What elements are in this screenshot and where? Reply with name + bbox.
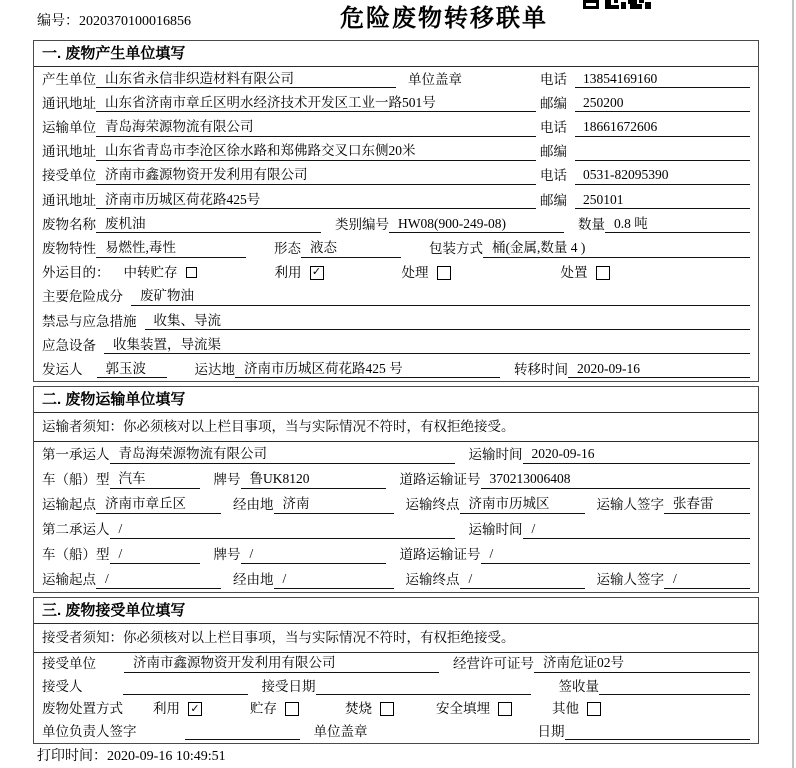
serial-value: 2020370100016856 xyxy=(79,14,191,29)
section1-header: 一. 废物产生单位填写 xyxy=(34,41,758,67)
transporter-notice: 运输者须知：你必须核对以上栏目事项，当与实际情况不符时，有权拒绝接受。 xyxy=(34,413,758,442)
via-label: 经由地 xyxy=(233,497,274,513)
vehicle1-row xyxy=(34,467,758,492)
disposal-other-label: 其他 xyxy=(552,701,579,717)
purpose-row xyxy=(34,261,758,285)
disposal-other-checkbox xyxy=(587,702,601,716)
category-label: 类别编号 xyxy=(335,216,389,232)
section-producer xyxy=(33,40,759,382)
unit-seal-label: 单位盖章 xyxy=(313,723,368,739)
vehicle-type-label: 车（船）型 xyxy=(42,472,110,488)
taboo-measures-field: 收集、导流 xyxy=(145,312,751,331)
receiver-row xyxy=(34,164,758,188)
transporter-value-field: 青岛海荣源物流有限公司 xyxy=(96,118,536,137)
shipper-label: 发运人 xyxy=(42,361,83,377)
terminus2-field: / xyxy=(460,570,585,589)
qr-code-fragment-icon xyxy=(583,0,651,9)
receiving-unit-field: 济南市鑫源物资开发利用有限公司 xyxy=(124,654,439,673)
disposal-option-incinerate xyxy=(345,700,394,718)
terminus-label: 运输终点 xyxy=(405,572,460,588)
purpose-option-transfer-storage xyxy=(124,264,197,282)
carrier2-row xyxy=(34,517,758,542)
carrier2-time-field: / xyxy=(523,520,751,539)
signed-qty-label: 签收量 xyxy=(558,678,599,694)
producer-zip-field: 250200 xyxy=(575,94,750,113)
signed-qty-field xyxy=(599,680,750,695)
waste-character-label: 废物特性 xyxy=(42,240,96,256)
purpose-treat-checkbox xyxy=(437,266,451,280)
transporter-phone-field: 18661672606 xyxy=(575,118,750,137)
via2-field: / xyxy=(274,570,394,589)
purpose-transfer-storage-label: 中转贮存 xyxy=(123,265,178,281)
receiver-zip-field: 250101 xyxy=(575,191,750,210)
transporter-address-row xyxy=(34,140,758,164)
receiver-address-row xyxy=(34,188,758,212)
phone-label: 电话 xyxy=(540,120,567,136)
carrier2-label: 第二承运人 xyxy=(42,522,110,538)
terminus1-field: 济南市历城区 xyxy=(460,495,585,514)
license-field: 济南危证02号 xyxy=(534,654,750,673)
zip-label: 邮编 xyxy=(540,192,567,208)
hazard-components-label: 主要危险成分 xyxy=(42,289,123,305)
receiving-unit-row xyxy=(34,653,758,676)
address-label: 通讯地址 xyxy=(42,192,96,208)
date-label: 日期 xyxy=(537,723,565,739)
purpose-dispose-checkbox xyxy=(596,266,610,280)
producer-phone-field: 13854169160 xyxy=(575,70,750,89)
purpose-label: 外运目的： xyxy=(42,265,110,281)
producer-row xyxy=(34,67,758,91)
disposal-utilize-checkbox: ✓ xyxy=(188,702,202,716)
address-label: 通讯地址 xyxy=(42,95,96,111)
vehicle1-field: 汽车 xyxy=(110,470,200,489)
transfer-time-label: 转移时间 xyxy=(514,361,568,377)
road-cert1-field: 370213006408 xyxy=(481,470,751,489)
receiving-unit-label: 接受单位 xyxy=(42,656,96,672)
section-transporter xyxy=(33,386,759,593)
section3-header: 三. 废物接受单位填写 xyxy=(34,598,758,624)
phone-label: 电话 xyxy=(540,71,567,87)
section2-header: 二. 废物运输单位填写 xyxy=(34,387,758,413)
disposal-incinerate-checkbox xyxy=(380,702,394,716)
category-field: HW08(900-249-08) xyxy=(389,215,564,234)
origin2-field: / xyxy=(96,570,221,589)
zip-label: 邮编 xyxy=(540,95,567,111)
receipt-date-field xyxy=(316,680,531,695)
zip-label: 邮编 xyxy=(540,144,567,160)
purpose-option-utilize xyxy=(275,264,324,282)
receiver-phone-field: 0531-82095390 xyxy=(575,166,750,185)
shipper-field: 郭玉波 xyxy=(97,360,167,379)
carrier-sign2-field: / xyxy=(664,570,750,589)
packing-field: 桶(金属,数量 4 ) xyxy=(483,239,750,258)
transporter-label: 运输单位 xyxy=(42,120,96,136)
hazard-components-row xyxy=(34,285,758,309)
carrier-sign-label: 运输人签字 xyxy=(596,572,664,588)
carrier1-field: 青岛海荣源物流有限公司 xyxy=(110,445,455,464)
waste-name-field: 废机油 xyxy=(96,215,321,234)
plate-label: 牌号 xyxy=(213,547,241,563)
responsible-sign-row xyxy=(34,721,758,744)
purpose-option-dispose xyxy=(561,264,610,282)
receiver-notice: 接受者须知：你必须核对以上栏目事项，当与实际情况不符时，有权拒绝接受。 xyxy=(34,624,758,653)
receiver-person-row xyxy=(34,676,758,699)
page-title: 危险废物转移联单 xyxy=(340,5,548,32)
carrier1-time-field: 2020-09-16 xyxy=(523,445,751,464)
purpose-treat-label: 处理 xyxy=(401,265,429,281)
carrier-sign1-field: 张春雷 xyxy=(664,495,750,514)
via-label: 经由地 xyxy=(233,572,274,588)
plate1-field: 鲁UK8120 xyxy=(241,470,386,489)
responsible-sign-field xyxy=(185,725,300,740)
print-time xyxy=(37,748,226,766)
vehicle-type-label: 车（船）型 xyxy=(42,547,110,563)
shipper-row xyxy=(34,357,758,381)
producer-label: 产生单位 xyxy=(42,71,96,87)
vehicle2-field: / xyxy=(110,545,200,564)
origin-label: 运输起点 xyxy=(42,497,96,513)
plate2-field: / xyxy=(241,545,386,564)
producer-address-field: 山东省济南市章丘区明水经济技术开发区工业一路501号 xyxy=(96,94,536,113)
carrier1-label: 第一承运人 xyxy=(42,447,110,463)
packing-label: 包装方式 xyxy=(429,240,483,256)
waste-character-field: 易燃性,毒性 xyxy=(96,239,246,258)
disposal-landfill-label: 安全填埋 xyxy=(436,701,490,717)
transport-time-label: 运输时间 xyxy=(468,522,523,538)
receiver-address-field: 济南市历城区荷花路425号 xyxy=(96,191,536,210)
unit-seal-label: 单位盖章 xyxy=(408,71,462,87)
emergency-equipment-row xyxy=(34,333,758,357)
road-cert-label: 道路运输证号 xyxy=(399,547,481,563)
disposal-option-storage xyxy=(250,700,299,718)
disposal-option-utilize xyxy=(153,700,202,718)
waste-character-row xyxy=(34,236,758,260)
disposal-landfill-checkbox xyxy=(498,702,512,716)
date-field xyxy=(565,725,751,740)
transporter-zip-field xyxy=(575,146,750,161)
route1-row xyxy=(34,492,758,517)
disposal-method-label: 废物处置方式 xyxy=(42,701,123,717)
receiver-value-field: 济南市鑫源物资开发利用有限公司 xyxy=(96,166,536,185)
carrier-sign-label: 运输人签字 xyxy=(596,497,664,513)
purpose-dispose-label: 处置 xyxy=(560,265,588,281)
carrier2-field: / xyxy=(110,520,455,539)
purpose-option-treat xyxy=(402,264,451,282)
purpose-utilize-checkbox: ✓ xyxy=(310,266,324,280)
disposal-utilize-label: 利用 xyxy=(153,701,180,717)
carrier1-row xyxy=(34,442,758,467)
terminus-label: 运输终点 xyxy=(405,497,460,513)
print-time-value: 2020-09-16 10:49:51 xyxy=(107,749,226,764)
hazard-components-field: 废矿物油 xyxy=(131,287,750,306)
receiver-person-label: 接受人 xyxy=(42,678,83,694)
serial-label: 编号： xyxy=(37,14,79,29)
disposal-incinerate-label: 焚烧 xyxy=(345,701,372,717)
form-field: 液态 xyxy=(301,239,401,258)
origin1-field: 济南市章丘区 xyxy=(96,495,221,514)
plate-label: 牌号 xyxy=(213,472,241,488)
quantity-label: 数量 xyxy=(578,216,605,232)
disposal-storage-label: 贮存 xyxy=(250,701,277,717)
disposal-method-row xyxy=(34,698,758,721)
purpose-transfer-storage-checkbox xyxy=(186,267,197,278)
vehicle2-row xyxy=(34,542,758,567)
license-label: 经营许可证号 xyxy=(453,656,534,672)
disposal-storage-checkbox xyxy=(285,702,299,716)
taboo-measures-label: 禁忌与应急措施 xyxy=(42,313,137,329)
phone-label: 电话 xyxy=(540,168,567,184)
form-label: 形态 xyxy=(274,240,301,256)
via1-field: 济南 xyxy=(274,495,394,514)
section-receiver xyxy=(33,597,759,744)
destination-label: 运达地 xyxy=(194,361,235,377)
address-label: 通讯地址 xyxy=(42,144,96,160)
waste-name-row xyxy=(34,212,758,236)
taboo-measures-row xyxy=(34,309,758,333)
receipt-date-label: 接受日期 xyxy=(261,678,316,694)
receiver-label: 接受单位 xyxy=(42,168,96,184)
road-cert2-field: / xyxy=(481,545,751,564)
emergency-equipment-label: 应急设备 xyxy=(42,337,96,353)
disposal-option-other xyxy=(552,700,601,718)
print-time-label: 打印时间： xyxy=(37,749,107,764)
transfer-time-field: 2020-09-16 xyxy=(568,360,750,379)
destination-field: 济南市历城区荷花路425 号 xyxy=(235,360,500,379)
producer-value-field: 山东省永信非织造材料有限公司 xyxy=(96,70,396,89)
producer-address-row xyxy=(34,91,758,115)
origin-label: 运输起点 xyxy=(42,572,96,588)
responsible-sign-label: 单位负责人签字 xyxy=(42,723,137,739)
transporter-row xyxy=(34,115,758,139)
page-edge-line xyxy=(792,0,794,768)
receiver-person-field xyxy=(123,680,248,695)
disposal-option-landfill xyxy=(436,700,512,718)
emergency-equipment-field: 收集装置，导流渠 xyxy=(104,336,750,355)
quantity-field: 0.8 吨 xyxy=(605,215,750,234)
waste-name-label: 废物名称 xyxy=(42,216,96,232)
transport-time-label: 运输时间 xyxy=(468,447,523,463)
transporter-address-field: 山东省青岛市李沧区徐水路和郑佛路交叉口东侧20米 xyxy=(96,142,536,161)
road-cert-label: 道路运输证号 xyxy=(399,472,481,488)
purpose-utilize-label: 利用 xyxy=(274,265,302,281)
route2-row xyxy=(34,567,758,592)
